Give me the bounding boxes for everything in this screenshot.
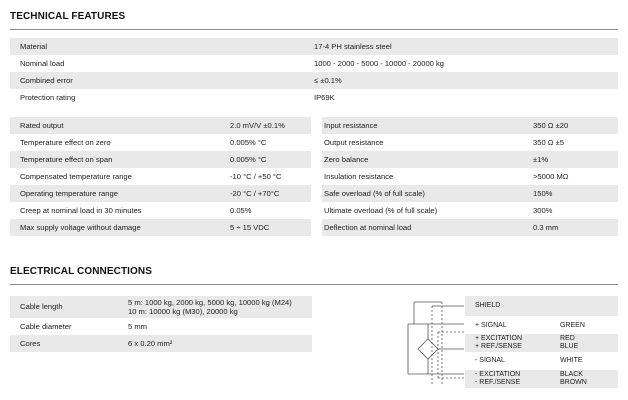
- spec-value: -20 °C / +70°C: [230, 189, 280, 198]
- wiring-row: [465, 334, 618, 352]
- table-row: [10, 296, 312, 318]
- signal-name-2: - REF./SENSE: [475, 379, 521, 386]
- wheatstone-bridge: [418, 339, 438, 359]
- cable-value: 5 mm: [128, 322, 147, 331]
- wiring-row: [465, 370, 618, 388]
- spec-label: Compensated temperature range: [20, 172, 132, 181]
- spec-value-2: ±1%: [533, 155, 549, 164]
- signal-name: + SIGNAL: [475, 322, 507, 329]
- spec-value-2: 350 Ω ±5: [533, 138, 564, 147]
- row-value: 1000 - 2000 - 5000 - 10000 - 20000 kg: [314, 59, 445, 68]
- spec-label-2: Input resistance: [324, 121, 378, 130]
- general-features-table: [10, 38, 618, 108]
- wire-color: BLACK: [560, 371, 583, 378]
- cable-label: Cores: [20, 339, 41, 348]
- spec-row: [10, 185, 618, 202]
- signal-name: - EXCITATION: [475, 371, 521, 378]
- spec-label: Temperature effect on span: [20, 155, 113, 164]
- spec-value-2: 350 Ω ±20: [533, 121, 569, 130]
- spec-label: Operating temperature range: [20, 189, 118, 198]
- spec-row: [10, 117, 618, 134]
- table-row: [10, 55, 618, 72]
- row-label: Protection rating: [20, 93, 76, 102]
- spec-label-2: Output resistance: [324, 138, 384, 147]
- table-row: [10, 89, 618, 106]
- signal-name-2: + REF./SENSE: [475, 343, 522, 350]
- cable-value: 6 x 0.20 mm²: [128, 339, 173, 348]
- wiring-table: [465, 296, 618, 388]
- spec-label-2: Deflection at nominal load: [324, 223, 412, 232]
- cable-value-line1: 5 m: 1000 kg, 2000 kg, 5000 kg, 10000 kg (M24): [128, 298, 292, 307]
- spec-row: [10, 219, 618, 236]
- spec-row: [10, 151, 618, 168]
- wiring-diagram: [402, 296, 464, 388]
- spec-label: Rated output: [20, 121, 64, 130]
- wiring-row: [465, 352, 618, 370]
- table-row: [10, 318, 312, 335]
- spec-value: -10 °C / +50 °C: [230, 172, 282, 181]
- wire-color: WHITE: [560, 357, 583, 364]
- spec-row: [10, 202, 618, 219]
- spec-value: 0.005% °C: [230, 155, 267, 164]
- row-value: IP69K: [314, 93, 335, 102]
- wire-color: RED: [560, 335, 575, 342]
- signal-name: SHIELD: [475, 302, 501, 309]
- spec-label-2: Safe overload (% of full scale): [324, 189, 425, 198]
- spec-value: 0.005% °C: [230, 138, 267, 147]
- electrical-connections-rule: [10, 284, 618, 285]
- wiring-row: [465, 296, 618, 316]
- spec-value-2: 0.3 mm: [533, 223, 559, 232]
- spec-label-2: Insulation resistance: [324, 172, 394, 181]
- row-label: Combined error: [20, 76, 73, 85]
- table-row: [10, 72, 618, 89]
- cable-label: Cable diameter: [20, 322, 72, 331]
- table-row: [10, 335, 312, 352]
- specs-table: [10, 117, 618, 236]
- spec-row: [10, 134, 618, 151]
- cable-label: Cable length: [20, 302, 63, 311]
- electrical-connections-title: ELECTRICAL CONNECTIONS: [10, 266, 153, 277]
- row-label: Nominal load: [20, 59, 65, 68]
- spec-label-2: Ultimate overload (% of full scale): [324, 206, 438, 215]
- spec-value: 0.05%: [230, 206, 252, 215]
- spec-value-2: >5000 MΩ: [533, 172, 569, 181]
- wiring-row: [465, 316, 618, 334]
- signal-name: - SIGNAL: [475, 357, 505, 364]
- cable-value-line2: 10 m: 10000 kg (M30), 20000 kg: [128, 307, 238, 316]
- spec-label-2: Zero balance: [324, 155, 369, 164]
- spec-value: 2.0 mV/V ±0.1%: [230, 121, 285, 130]
- signal-name: + EXCITATION: [475, 335, 522, 342]
- spec-label: Temperature effect on zero: [20, 138, 111, 147]
- spec-label: Max supply voltage without damage: [20, 223, 141, 232]
- spec-row: [10, 168, 618, 185]
- wire-color-2: BLUE: [560, 343, 579, 350]
- spec-value-2: 300%: [533, 206, 553, 215]
- wire-color-2: BROWN: [560, 379, 587, 386]
- row-value: 17-4 PH stainless steel: [314, 42, 392, 51]
- table-row: [10, 38, 618, 55]
- row-value: ≤ ±0.1%: [314, 76, 342, 85]
- technical-features-title: TECHNICAL FEATURES: [10, 11, 126, 22]
- row-label: Material: [20, 42, 48, 51]
- cable-table: [10, 296, 312, 352]
- wire-color: GREEN: [560, 322, 585, 329]
- spec-label: Creep at nominal load in 30 minutes: [20, 206, 142, 215]
- spec-value-2: 150%: [533, 189, 553, 198]
- spec-value: 5 ÷ 15 VDC: [230, 223, 270, 232]
- technical-features-rule: [10, 29, 618, 30]
